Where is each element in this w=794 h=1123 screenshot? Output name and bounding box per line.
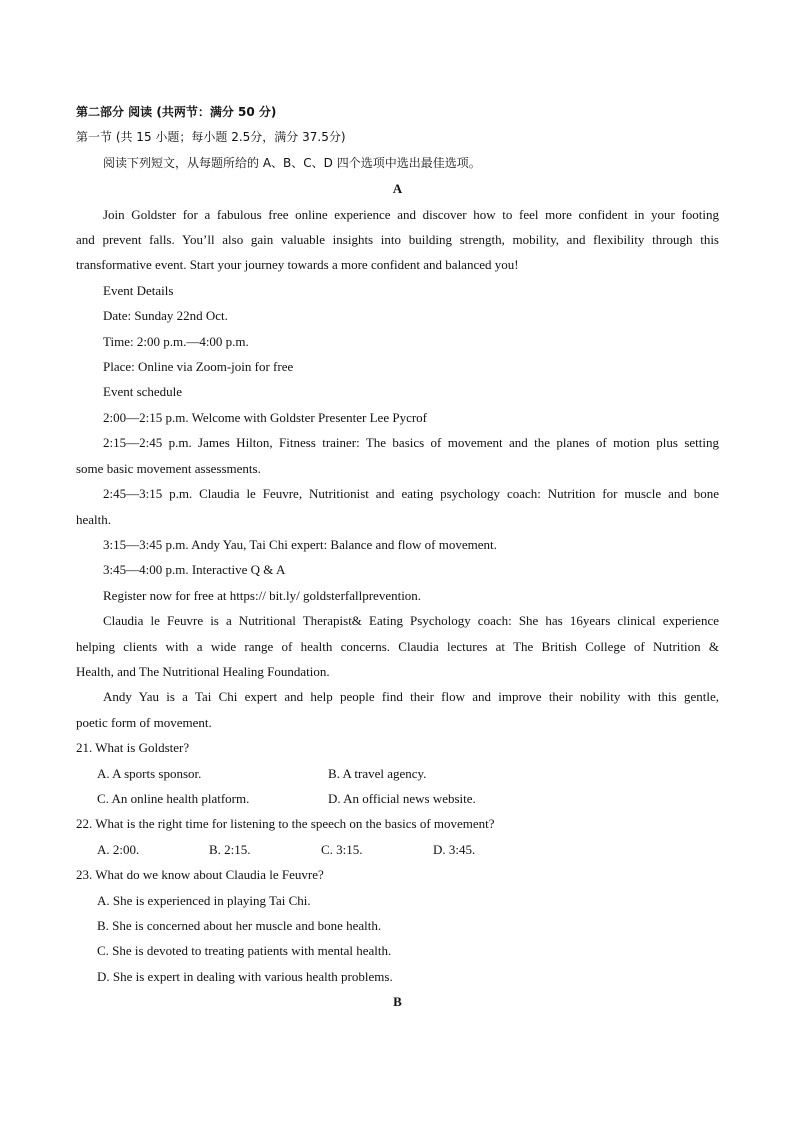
schedule-item-2: 2:15—2:45 p.m. James Hilton, Fitness trainer: The basics of movement and the planes of motion plus setting [103,435,719,451]
event-details-heading: Event Details [103,282,174,298]
event-date: Date: Sunday 22nd Oct. [103,308,228,324]
option-b: B. 2:15. [209,841,251,857]
claudia-bio-line-2: helping clients with a wide range of health concerns. Claudia lectures at The British College of Nutrition & [76,638,719,654]
schedule-item-4: 3:15—3:45 p.m. Andy Yau, Tai Chi expert: Balance and flow of movement. [103,536,497,552]
event-time: Time: 2:00 p.m.—4:00 p.m. [103,333,249,349]
exam-page [76,100,719,1015]
schedule-item-3-cont: health. [76,511,112,527]
option-c: C. 3:15. [321,841,363,857]
question-23: 23. What do we know about Claudia le Feuvre? [76,867,324,883]
instruction: 阅读下列短文，从每题所给的 A、B、C、D 四个选项中选出最佳选项。 [103,155,481,170]
schedule-item-1: 2:00—2:15 p.m. Welcome with Goldster Presenter Lee Pycrof [103,409,428,425]
part-title: 第二部分 阅读 (共两节：满分 50 分) [76,105,277,119]
andy-bio-line-2: poetic form of movement. [76,714,212,730]
option-d: D. An official news website. [328,790,476,806]
event-schedule-heading: Event schedule [103,384,183,400]
schedule-item-3: 2:45—3:15 p.m. Claudia le Feuvre, Nutritionist and eating psychology coach: Nutrition for muscle and bone [103,486,719,502]
option-d: D. 3:45. [433,841,476,857]
option-c: C. She is devoted to treating patients with mental health. [97,943,392,959]
option-d: D. She is expert in dealing with various health problems. [97,968,393,984]
question-21-options-row-2 [76,786,719,811]
option-a: A. She is experienced in playing Tai Chi. [97,892,311,908]
schedule-item-5: 3:45—4:00 p.m. Interactive Q & A [103,562,286,578]
passage-b-label: B [393,994,402,1010]
question-22: 22. What is the right time for listening to the speech on the basics of movement? [76,816,495,832]
passage-a-label: A [392,181,403,197]
andy-bio-line-1: Andy Yau is a Tai Chi expert and help people find their flow and improve their nobility with this gentle, [103,689,719,705]
passage-a-intro-line-1: Join Goldster for a fabulous free online experience and discover how to feel more confident in your footing [103,206,719,222]
option-c: C. An online health platform. [97,790,250,806]
option-b: B. A travel agency. [328,765,427,781]
claudia-bio-line-3: Health, and The Nutritional Healing Foundation. [76,663,330,679]
passage-a-intro-line-2: and prevent falls. You’ll also gain valuable insights into building strength, mobility, and flexibility through this [76,232,719,248]
event-place: Place: Online via Zoom-join for free [103,359,294,375]
option-b: B. She is concerned about her muscle and bone health. [97,918,382,933]
question-21-options-row-1 [76,761,719,786]
register-link-text: Register now for free at https:// bit.ly/ goldsterfallprevention. [103,587,422,603]
section-title: 第一节 (共 15 小题；每小题 2.5分，满分 37.5分) [76,130,346,145]
question-22-options [76,837,719,862]
claudia-bio-line-1: Claudia le Feuvre is a Nutritional Therapist& Eating Psychology coach: She has 16years clinical experience [103,613,719,629]
option-a: A. A sports sponsor. [97,765,202,781]
passage-a-intro-line-3: transformative event. Start your journey towards a more confident and balanced you! [76,257,519,273]
schedule-item-2-cont: some basic movement assessments. [76,460,261,476]
option-a: A. 2:00. [97,841,140,857]
question-21: 21. What is Goldster? [76,740,190,756]
